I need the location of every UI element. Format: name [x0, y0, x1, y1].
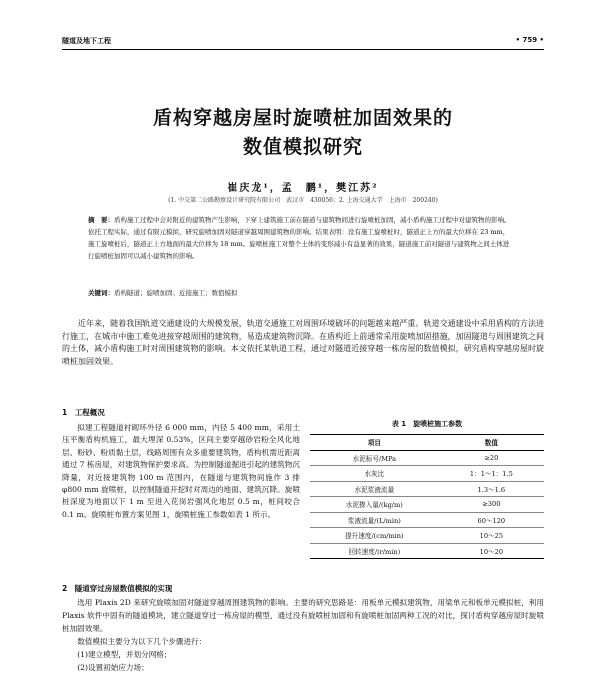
section-2-step-2: (2)设置初始应力场； [77, 663, 149, 672]
journal-name: 隧道及地下工程 [62, 37, 111, 45]
table-row [310, 450, 544, 466]
table-header-cell: 项目 [367, 439, 381, 448]
table-1-grid [310, 434, 544, 559]
abstract-label: 摘 要： [88, 216, 114, 224]
running-header [62, 36, 544, 46]
section-2-heading: 2 隧道穿过房屋数值模拟的实现 [62, 584, 173, 593]
table-cell: 回转速度/(r/min) [348, 547, 401, 556]
keywords-text: 盾构隧道；旋喷加固；近接施工；数值模拟 [114, 289, 238, 297]
table-cell: 浆液流量/(L/min) [347, 516, 401, 525]
table-cell: 水泥标号/MPa [352, 454, 397, 463]
title-line-1: 盾构穿越房屋时旋喷桩加固效果的 [152, 107, 453, 129]
table-cell: ≥20 [484, 453, 499, 462]
section-1-text: 拟建工程隧道衬砌环外径 6 000 mm，内径 5 400 mm，采用土压平衡盾构机施工，最大埋深 0.53%，区间主要穿越砂岩粉全风化地层、粉砂、粉质黏土层，线路周围有众多重要建筑物，盾构机需近距离通过 7 栋房屋，对建筑物保护要求高。为控制隧道掘进引起的建筑物沉降量，对近接建筑物 100 m 范围内，在隧道与建筑物间施作 3 排 φ800 mm 旋喷桩，以控制隧道开挖时对周边的地面、建筑沉降。旋喷桩深度为地面以下 1 m 至进入花岗岩强风化地层 0.5 m，桩间咬合 0.1 m。旋喷桩布置方案见图 1，旋喷桩施工参数如表 1 所示。 [62, 423, 300, 519]
table-header-row [310, 435, 544, 451]
table-cell: 10～25 [479, 532, 504, 541]
table-row [310, 497, 544, 513]
paper-title [62, 104, 544, 162]
section-2-step-1: (1)建立模型，并划分网格； [77, 650, 172, 659]
keywords-label: 关键词： [88, 289, 114, 297]
table-row [310, 466, 544, 482]
affiliations: (1. 中交第二公路勘察设计研究院有限公司 武汉市 430056；2. 上海交通大学 上海市 200240) [168, 197, 438, 204]
section-2-paragraph: 选用 Plaxis 2D 来研究旋喷加固对隧道穿越周围建筑物的影响。主要的研究思路是：用板单元模拟建筑物，用梁单元和板单元模拟桩，利用 Plaxis 软件中固有的隧道模块，建立隧道穿过一栋房屋的模型，通过没有旋喷桩加固和有旋喷桩加固两种工况的对比，探讨盾构穿越房屋时旋喷桩加固效果。 [62, 598, 544, 633]
table-cell: 提升速度/(cm/min) [345, 532, 404, 541]
table-cell: 10～20 [479, 547, 504, 556]
title-line-2: 数值模拟研究 [242, 136, 363, 158]
table-1-caption: 表 1 旋喷桩施工参数 [391, 420, 463, 428]
section-2-body [62, 596, 544, 674]
table-header-cell: 数值 [484, 439, 498, 448]
table-cell: 1：1～1：1.5 [469, 470, 513, 479]
table-row [310, 481, 544, 497]
table-cell: 60～120 [477, 516, 506, 525]
section-2-steps-intro: 数值模拟主要分为以下几个步骤进行： [77, 637, 207, 646]
table-1 [310, 419, 544, 559]
abstract-text: 盾构施工过程中会对附近的建筑物产生影响，下穿上建筑施工前在隧道与建筑物间进行旋喷桩加固，减小盾构施工过程中对建筑物的影响。依托工程实际，通过有限元模拟，研究旋喷加固对隧道穿越周围建筑物的影响。结果表明：没有施工旋喷桩时，隧道正上方的最大位移在 23 mm，施工旋喷桩后，隧道正上方地面的最大位移为 18 mm。旋喷桩施工对整个土体的变形减小有益显著的效果，隧道施工前对隧道与建筑物之间土体进行旋喷桩加固可以减小建筑物的影响。 [88, 216, 511, 260]
table-cell: 水灰比 [364, 470, 385, 479]
header-rule [62, 49, 544, 50]
authors: 崔庆龙¹，孟 鹏¹，樊江苏² [227, 183, 379, 194]
abstract [88, 214, 514, 262]
table-row [310, 543, 544, 559]
table-cell: 水泥浆液流量 [354, 485, 395, 494]
table-cell: 水泥掺入量/(kg/m) [345, 501, 403, 510]
table-row [310, 528, 544, 544]
page-number: • 759 • [515, 36, 544, 44]
table-row [310, 512, 544, 528]
keywords [88, 288, 514, 297]
introduction: 近年来，随着我国轨道交通建设的大规模发展，轨道交通施工对周围环境破坏的问题越来越严重。轨道交通建设中采用盾构的方法进行施工，在城市中施工难免进接穿越周围的建筑物，易造成建筑物沉降。在盾构近上前通常采用旋喷加固措施，加固隧道与周围建筑之间的土体，减小盾构施工时对周围建筑物的影响。本文依托某轨道工程，通过对隧道近接穿越一栋房屋的数值模拟，研究盾构穿越房屋时旋喷桩加固效果。 [62, 319, 544, 366]
table-cell: ≥300 [482, 500, 501, 509]
section-1-heading: 1 工程概况 [62, 408, 105, 417]
table-cell: 1.3～1.6 [477, 485, 506, 494]
